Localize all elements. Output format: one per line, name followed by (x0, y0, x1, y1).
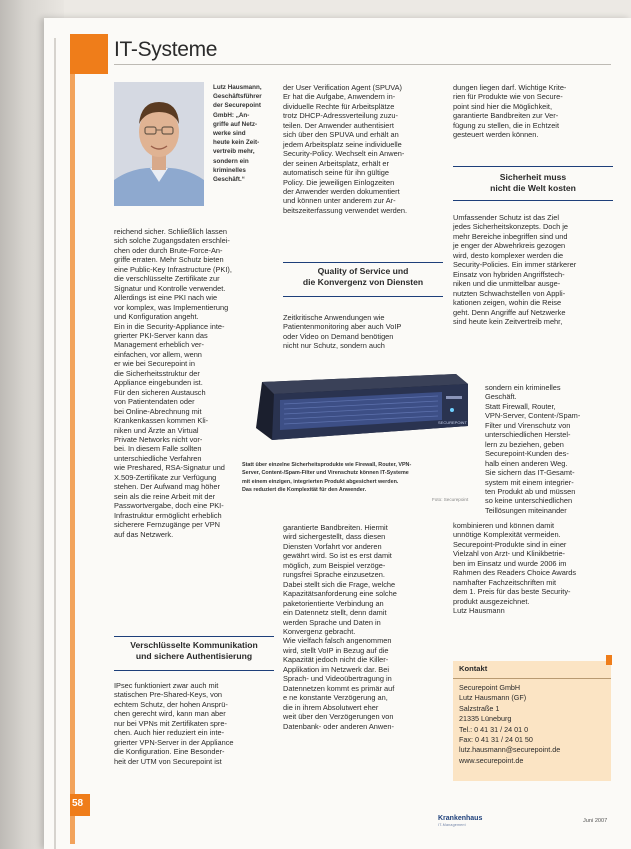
portrait-caption: Lutz Hausmann, Geschäftsführer der Securepoint GmbH: „An- griffe auf Netz- werke sind heute kein Zeit- vertreib mehr, sondern ein kriminelles Geschäft.“ (213, 84, 262, 184)
author-portrait (114, 82, 204, 206)
heading-security: Sicherheit muss nicht die Welt kosten (490, 172, 576, 193)
article-column-2-lower: garantierte Bandbreiten. Hiermit wird sichergestellt, dass diesen Diensten Vorfahrt vor anderen gewährt wird. So ist es erst damit möglich, zum Beispiel verzöge- rungsfrei Sprache einzusetzen. Dabei stellt sich die Frage, welche Kapazitätsanforderung eine solche paketorientierte Verbindung an ein Datennetz stellt, denn damit werden Sprache und Daten in Konvergenz gebracht. Wie vielfach falsch angenommen wird, stellt VoIP in Bezug auf die Kapazität jedoch nicht die Killer- Applikation im Netzwerk dar. Bei Sprach- und Videoübertragung in Datennetzen kommt es primär auf e ne konstante Verzögerung an, die in ihrem Absolutwert eher weit über den Verzögerungen von Datenbank- oder anderen Anwen- (283, 523, 397, 731)
article-column-2-cont: Zeitkritische Anwendungen wie Patientenmonitoring aber auch VoIP oder Video on Demand benötigen nicht nur Schutz, sondern auch (283, 313, 402, 351)
contact-accent (606, 655, 612, 665)
heading-vpn: Verschlüsselte Kommunikation und sichere Authentisierung (130, 640, 258, 661)
heading-rule (453, 200, 613, 201)
article-column-3: dungen liegen darf. Wichtige Krite- rien für Produkte wie von Secure- point sind hier die Möglichkeit, garantierte Bandbreiten zur Ver- fügung zu stellen, die in Echtzeit gesteuert werden können. (453, 83, 567, 140)
margin-stripe (70, 74, 75, 844)
heading-rule (453, 166, 613, 167)
section-marker (70, 34, 108, 74)
article-column-3-cont: Umfassender Schutz ist das Ziel jedes Sicherheitskonzepts. Doch je mehr Bereiche inbegriffen sind und je enger der Abwehrkreis gezogen wird, desto komplexer werden die Security-Policies. Ein immer stärkerer Einsatz von hybriden Angriffstech- niken und die unmittelbar ausge- nutzten Schwachstellen von Appli- kationen zeigen, wohin die Reise geht. Denn Angriffe auf Netzwerke sind heute kein Zeitvertreib mehr, (453, 213, 577, 326)
heading-rule (114, 636, 274, 637)
title-divider (114, 64, 611, 65)
magazine-logo-sub: IT-Management (438, 823, 466, 827)
page-edge (54, 38, 56, 849)
contact-title: Kontakt (459, 664, 488, 673)
heading-rule (283, 262, 443, 263)
appliance-photo (242, 366, 476, 456)
article-column-1-cont: IPsec funktioniert zwar auch mit statischen Pre-Shared-Keys, von echtem Schutz, der hohen Ansprü- chen gerecht wird, kann man aber nur bei VPNs mit Zertifikaten spre- chen. Auch hier reduziert ein inte- grierter VPN-Server in der Appliance die Konfiguration. Eine Besonder- heit der UTM von Securepoint ist (114, 681, 234, 766)
heading-rule (283, 296, 443, 297)
article-column-1: reichend sicher. Schließlich lassen sich solche Zugangsdaten erschlei- chen oder durch Brute-Force-An- griffe erraten. Mehr Schutz bieten eine Public-Key Infrastructure (PKI), die verschlüsselte Zertifikate zur Signatur und Kontrolle verwendet. Allerdings ist eine PKI nach wie vor komplex, was Implementierung und Konfiguration angeht. Ein in die Security-Appliance inte- grierter PKI-Server kann das Management erheblich ver- einfachen, vor allem, wenn er wie bei Securepoint in die Sicherheitsstruktur der Appliance eingebunden ist. Für den sicheren Austausch von Patientendaten oder bei Online-Abrechnung mit Krankenkassen kommen Kli- niken und Ärzte an Virtual Private Networks nicht vor- bei. In diesem Falle sollten unterschiedliche Verfahren wie Preshared, RSA-Signatur und X.509-Zertifikate zur Verfügung stehen. Der Aufwand mag höher sein als die reine Arbeit mit der Passwortvergabe, doch eine PKI- Infrastruktur ermöglicht erheblich sicherere Fernzugänge per VPN auf das Netzwerk. (114, 227, 232, 539)
portrait-illustration (114, 82, 204, 206)
magazine-logo: Krankenhaus (438, 815, 483, 822)
section-title: IT-Systeme (114, 38, 218, 61)
heading-rule (114, 670, 274, 671)
article-column-2: der User Verification Agent (SPUVA) Er hat die Aufgabe, Anwendern in- dividuelle Rechte für Arbeitsplätze trotz DHCP-Adressverteilung zuzu- teilen. Der Anwender authentisiert sich über den SPUVA und erhält an jedem Arbeitsplatz seine individuelle Security-Policy. Wechselt ein Anwen- der seinen Arbeitsplatz, erhält er automatisch seine für ihn gültige Policy. Die jeweiligen Einlogzeiten der Anwender werden dokumentiert und können unter anderem zur Ar- beitszeiterfassung verwendet werden. (283, 83, 408, 215)
article-column-3-wrap: sondern ein kriminelles Geschäft. Statt Firewall, Router, VPN-Server, Content-/Spam- Filter und Virenschutz von unterschiedlichen Herstel- lern zu beziehen, geben Securepoint-Kunden des- halb einen anderen Weg. Sie sichern das IT-Gesamt- system mit einem integrier- ten Produkt ab und müssen so keine unterschiedlichen Teillösungen miteinander (485, 383, 581, 515)
appliance-brand: SECUREPOINT (438, 420, 467, 425)
photo-credit: Foto: Securepoint (432, 497, 469, 502)
page-number: 58 (72, 798, 84, 809)
image-caption: Statt über einzelne Sicherheitsprodukte wie Firewall, Router, VPN- Server, Content-/Spam-Filter und Virenschutz können IT-Systeme mit einem einzigen, integrierten Produkt abgesichert werden. Das reduziert die Komplexität für den Anwender. (242, 462, 412, 494)
article-column-3-lower: kombinieren und können damit unnötige Komplexität vermeiden. Securepoint-Produkte sind in einer Vielzahl von Arzt- und Klinikbetrie- ben im Einsatz und wurde 2006 im Rahmen des Readers Choice Awards namhafter Fachzeitschriften mit dem 1. Preis für das beste Security- produkt ausgezeichnet. Lutz Hausmann (453, 521, 577, 616)
heading-qos: Quality of Service und die Konvergenz von Diensten (302, 266, 424, 287)
issue-date: Juni 2007 (583, 818, 608, 824)
contact-details: Securepoint GmbH Lutz Hausmann (GF) Salzstraße 1 21335 Lüneburg Tel.: 0 41 31 / 24 01 0 Fax: 0 41 31 / 24 01 50 lutz.hausmann@securepoint.de www.securepoint.de (459, 683, 561, 765)
appliance-illustration (242, 366, 476, 456)
contact-divider (453, 678, 611, 679)
